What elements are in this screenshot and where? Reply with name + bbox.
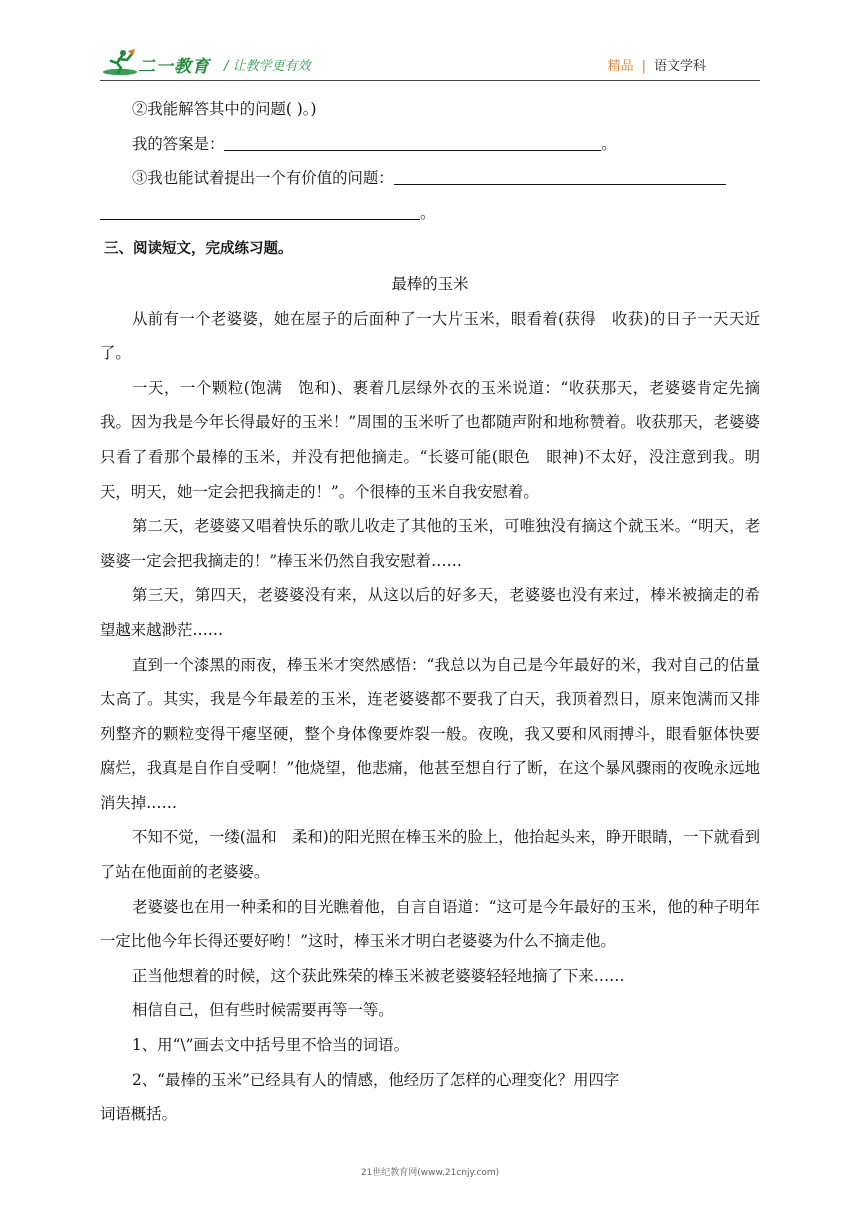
question-3: [100, 161, 760, 196]
header-rule: [100, 80, 760, 81]
story-paragraph: 不知不觉，一缕(温和 柔和)的阳光照在棒玉米的脸上，他抬起头来，睁开眼睛，一下就看到了站在他面前的老婆婆。: [100, 828, 760, 882]
question-3-blank-2[interactable]: [100, 201, 420, 220]
exercise-2-continued: 词语概括。: [100, 1105, 177, 1124]
subject-name: 语文学科: [653, 59, 706, 74]
section-heading: 三、阅读短文，完成练习题。: [104, 241, 293, 258]
question-3-end: 。: [420, 203, 436, 222]
question-2: ②我能解答其中的问题( )。): [132, 100, 317, 118]
answer-blank[interactable]: [224, 132, 601, 151]
slogan: / 让教学更有效: [224, 59, 311, 74]
question-3-continuation: [100, 196, 760, 231]
story-paragraph: 正当他想着的时候，这个获此殊荣的棒玉米被老婆婆轻轻地摘了下来……: [132, 966, 625, 985]
story-title: 最棒的玉米: [391, 274, 469, 293]
page-header: [100, 48, 760, 84]
document-body: [100, 92, 760, 1132]
page-footer: 21世纪教育网(www.21cnjy.com): [360, 1168, 500, 1178]
story-paragraph: 第二天，老婆婆又唱着快乐的歌儿收走了其他的玉米，可唯独没有摘这个就玉米。“明天，老婆婆一定会把我摘走的！”棒玉米仍然自我安慰着……: [100, 517, 760, 570]
story-paragraph: 第三天，第四天，老婆婆没有来，从这以后的好多天，老婆婆也没有来过，棒米被摘走的希望越来越渺茫……: [100, 586, 760, 639]
story-paragraph: 从前有一个老婆婆，她在屋子的后面种了一大片玉米，眼看着(获得 收获)的日子一天天近了。: [100, 309, 760, 363]
story-paragraph: 直到一个漆黑的雨夜，棒玉米才突然感悟：“我总以为自己是今年最好的米，我对自己的估量太高了。其实，我是今年最差的玉米，连老婆婆都不要我了白天，我顶着烈日，原来饱满而又排列整齐的颗粒变得干瘪坚硬，整个身体像要炸裂一般。夜晚，我又要和风雨搏斗，眼看躯体快要腐烂，我真是自作自受啊！”他烧望，他悲痛，他甚至想自行了断，在这个暴风骤雨的夜晚永远地消失掉……: [100, 655, 760, 812]
answer-line: [100, 127, 760, 162]
header-separator: |: [641, 59, 646, 74]
answer-end: 。: [601, 134, 617, 153]
exercise-1: 1、用“\”画去文中括号里不恰当的词语。: [132, 1036, 409, 1055]
story-paragraph: 一天，一个颗粒(饱满 饱和)、裹着几层绿外衣的玉米说道：“收获那天，老婆婆肯定先摘我。因为我是今年长得最好的玉米！”周围的玉米听了也都随声附和地称赞着。收获那天，老婆婆只看了看那个最棒的玉米，并没有把他摘走。“长婆可能(眼色 眼神)不太好，没注意到我。明天，明天，她一定会把我摘走的！”。个很棒的玉米自我安慰着。: [100, 378, 760, 501]
logo-text: 二一教育: [138, 57, 210, 77]
answer-prefix: 我的答案是：: [132, 134, 225, 153]
story-paragraph: 相信自己，但有些时候需要再等一等。: [132, 1001, 394, 1020]
story-paragraph: 老婆婆也在用一种柔和的目光瞧着他，自言自语道：“这可是今年最好的玉米，他的种子明年一定比他今年长得还要好哟！”这时，棒玉米才明白老婆婆为什么不摘走他。: [100, 897, 760, 951]
question-3-text: ③我也能试着提出一个有价值的问题：: [132, 169, 394, 188]
logo: [102, 48, 214, 80]
subject-label: [608, 55, 706, 74]
question-3-blank[interactable]: [394, 166, 726, 185]
quality-badge: 精品: [607, 59, 634, 74]
runner-logo-icon: [102, 48, 138, 78]
exercise-2: 2、“最棒的玉米”已经具有人的情感，他经历了怎样的心理变化？用四字: [132, 1070, 620, 1089]
